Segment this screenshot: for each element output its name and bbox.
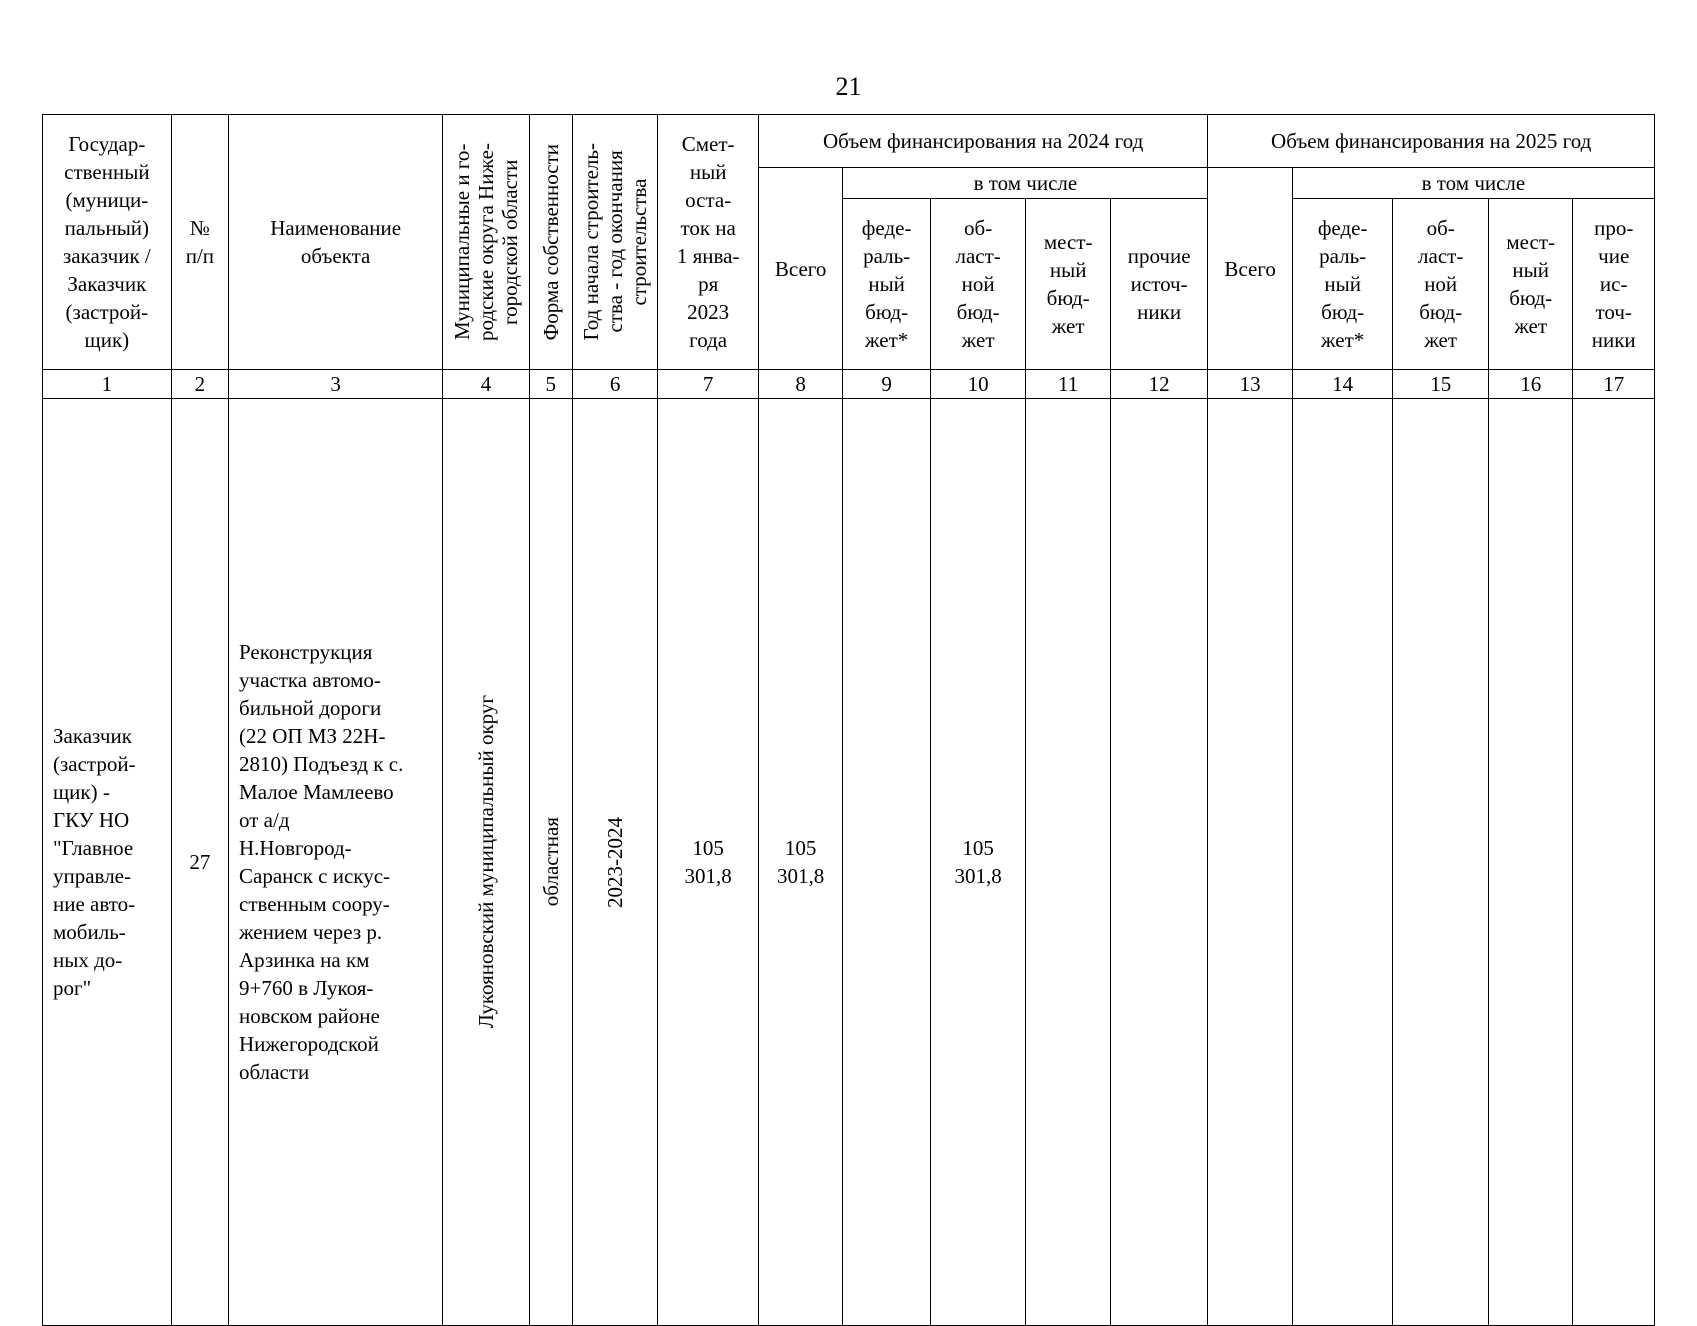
cell-federal-2024 [843,399,930,1326]
header-total-2025: Всего [1208,168,1292,370]
cell-local-2025 [1488,399,1572,1326]
col-num-15: 15 [1393,370,1489,399]
col-num-10: 10 [930,370,1026,399]
col-num-9: 9 [843,370,930,399]
cell-regional-2024: 105 301,8 [930,399,1026,1326]
col-num-12: 12 [1110,370,1208,399]
header-num: № п/п [171,115,228,370]
cell-object-name: Реконструкция участка автомо- бильной дороги (22 ОП МЗ 22Н- 2810) Подъезд к с. Малое Мамлеево от а/д Н.Новгород- Саранск с искус- ственным соору- жением через р. Арзинка на км 9+760 в Лукоя- новском районе Нижегородской области [229,399,443,1326]
col-num-2: 2 [171,370,228,399]
cell-other-2024 [1110,399,1208,1326]
column-number-row [43,370,1655,399]
cell-total-2025 [1208,399,1292,1326]
table-row [43,399,1655,1326]
col-num-13: 13 [1208,370,1292,399]
col-num-6: 6 [572,370,657,399]
header-local-2025: мест- ный бюд- жет [1488,199,1572,370]
header-regional-2024: об- ласт- ной бюд- жет [930,199,1026,370]
header-estimate: Смет- ный оста- ток на 1 янва- ря 2023 года [658,115,759,370]
col-num-5: 5 [529,370,572,399]
cell-years: 2023-2024 [572,399,657,1326]
cell-total-2024: 105 301,8 [758,399,842,1326]
header-total-2024: Всего [758,168,842,370]
header-customer: Государ- ственный (муници- пальный) заказчик / Заказчик (застрой- щик) [43,115,172,370]
col-num-17: 17 [1573,370,1655,399]
header-years: Год начала строитель- ства - год окончания строительства [572,115,657,370]
col-num-4: 4 [443,370,529,399]
cell-other-2025 [1573,399,1655,1326]
header-local-2024: мест- ный бюд- жет [1026,199,1110,370]
cell-municipal: Лукояновский муниципальный округ [443,399,529,1326]
cell-federal-2025 [1292,399,1393,1326]
cell-customer: Заказчик (застрой- щик) - ГКУ НО "Главное управле- ние авто- мобиль- ных до- рог" [43,399,172,1326]
header-including-2025: в том числе [1292,168,1654,199]
cell-regional-2025 [1393,399,1489,1326]
header-including-2024: в том числе [843,168,1208,199]
header-regional-2025: об- ласт- ной бюд- жет [1393,199,1489,370]
header-fin-2024: Объем финансирования на 2024 год [758,115,1207,168]
col-num-11: 11 [1026,370,1110,399]
header-federal-2025: феде- раль- ный бюд- жет* [1292,199,1393,370]
col-num-14: 14 [1292,370,1393,399]
header-federal-2024: феде- раль- ный бюд- жет* [843,199,930,370]
header-municipal: Муниципальные и го- родские округа Ниже- городской области [443,115,529,370]
header-fin-2025: Объем финансирования на 2025 год [1208,115,1655,168]
header-other-2024: прочие источ- ники [1110,199,1208,370]
cell-ownership: областная [529,399,572,1326]
col-num-7: 7 [658,370,759,399]
col-num-3: 3 [229,370,443,399]
header-ownership: Форма собственности [529,115,572,370]
cell-estimate: 105 301,8 [658,399,759,1326]
cell-num: 27 [171,399,228,1326]
header-object-name: Наименование объекта [229,115,443,370]
col-num-8: 8 [758,370,842,399]
header-other-2025: про- чие ис- точ- ники [1573,199,1655,370]
page-number: 21 [835,72,862,101]
col-num-16: 16 [1488,370,1572,399]
cell-local-2024 [1026,399,1110,1326]
col-num-1: 1 [43,370,172,399]
financing-table [42,114,1655,1326]
